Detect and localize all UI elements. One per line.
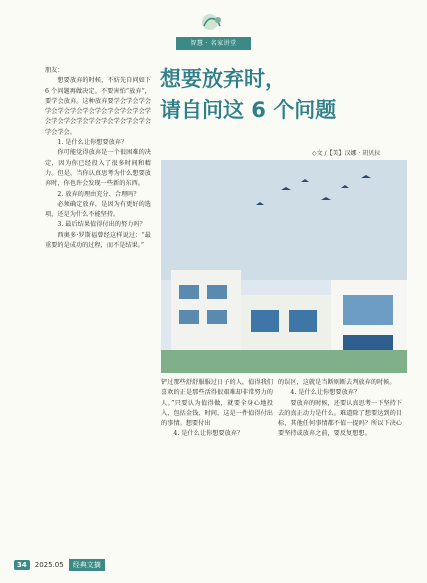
page-footer [14, 558, 105, 572]
paragraph: 3. 最后结果值得付出的努力吗？ [57, 221, 146, 229]
column-right [278, 378, 402, 548]
article-title [160, 64, 410, 126]
title-line-2: 请自问这 6 个问题 [160, 98, 337, 122]
section-tag: 智慧 · 名家讲堂 [176, 37, 251, 50]
paragraph: 你可能觉得放弃是一个很困难的决定，因为你已经投入了很多时间和精力。但是，当你认真思考为什么想要放弃时，你也许会发现一些新的东西。 [45, 149, 151, 188]
magazine-logo [190, 12, 238, 36]
paragraph: 铲过那些舒舒服服过日子的人，值得我们喜欢的正是那些活得很艰难却非常努力的人。”只要认为值得做，就要全身心地投入，包括金钱、时间，这是一件值得付出的事情。想要付出 [161, 379, 273, 428]
paragraph: 朋友： [45, 67, 64, 74]
page-number: 34 [14, 560, 30, 570]
title-line-1: 想要放弃时， [160, 67, 286, 91]
column-left [45, 66, 151, 546]
paragraph: 4. 是什么让你想要放弃？ [173, 430, 244, 438]
magazine-name: 经典文摘 [69, 559, 105, 571]
paragraph: 的误区，这就是当断则断去判放弃的时候。 [278, 379, 396, 386]
paragraph: 2. 放弃的理由充分、合理吗？ [57, 190, 140, 198]
paragraph: 西奥多·罗斯福曾经这样说过：“最重要的是成功的过程，而不是结果。” [45, 231, 151, 250]
paragraph: 要放弃的时候，还要认真思考一下坚持下去的真正动力是什么。难道除了想要达到的目标，其他任何事情都不值一提吗？所以下决心要坚持或放弃之前，要反复想想。 [278, 399, 402, 438]
column-middle [161, 378, 273, 548]
paragraph: 想要放弃的时候，不妨先自问如下 6 个问题再做决定。不要害怕“放弃”，要学会放弃。这种放弃要学会学会学会学会学会学会学会学会学会学会学会学会学会学会学会学会学会学会学会学会学会学会。 [45, 77, 151, 136]
paragraph: 4. 是什么让你想要放弃？ [290, 389, 361, 397]
paragraph: 1. 是什么让你想要放弃？ [57, 139, 128, 147]
issue-date: 2025.05 [34, 561, 64, 569]
byline: ◇文 /【美】汉娜 · 胡贝拉 [312, 150, 381, 157]
illustration-city [161, 160, 407, 373]
paragraph: 必须确定放弃，是因为有更好的选项，还是为什么不能坚持。 [45, 200, 151, 219]
